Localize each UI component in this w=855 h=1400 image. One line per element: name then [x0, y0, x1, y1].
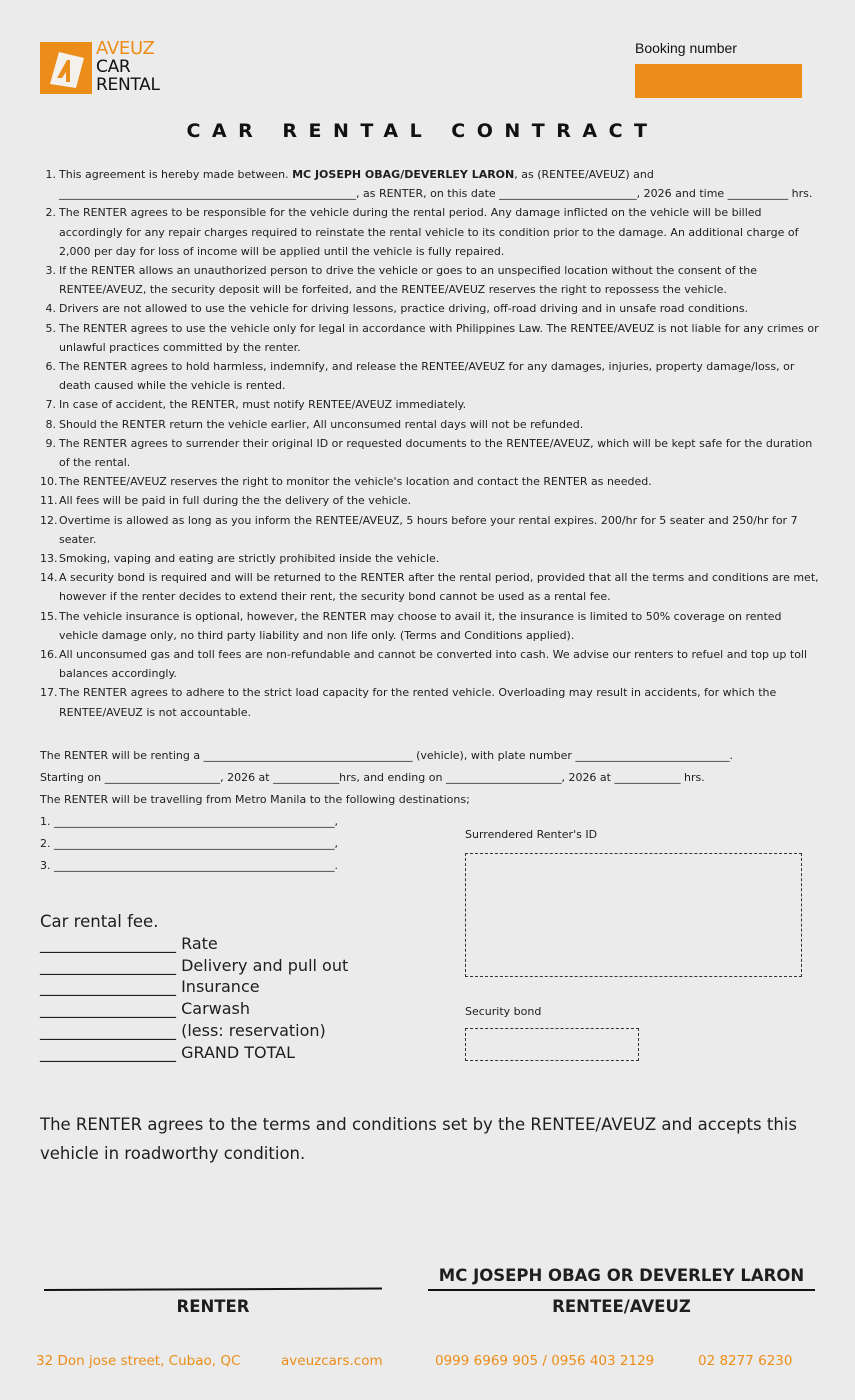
vehicle-plate-line: The RENTER will be renting a ______________________________________ (vehicle), with plate number ____________________________.: [40, 749, 733, 762]
fee-row-reservation: _________________ (less: reservation): [40, 1020, 326, 1040]
contract-clauses: [40, 165, 820, 722]
clause-item: [40, 165, 820, 203]
clause-item: [40, 568, 820, 606]
renter-signature-line[interactable]: [44, 1288, 382, 1291]
clause-number: 2.: [45, 206, 56, 220]
clause-item: [40, 683, 820, 721]
clause-text: [59, 299, 820, 318]
clause-text: [59, 395, 820, 414]
clause-text: [59, 549, 820, 568]
clause-text-main: The RENTER agrees to hold harmless, indemnify, and release the RENTEE/AVEUZ for any damages, injuries, property damage/loss, or death caused while the vehicle is rented.: [59, 360, 795, 393]
clause-text: [59, 415, 820, 434]
clause-number: 15.: [40, 609, 58, 623]
clause-text-continued: , as (RENTEE/AVEUZ) and ______________________________________________________, as RENTER, on this date _________________________, 2026 and time ___________ hrs.: [59, 168, 813, 201]
clause-text-main: Overtime is allowed as long as you inform the RENTEE/AVEUZ, 5 hours before your rental expires. 200/hr for 5 seater and 250/hr for 7 seater.: [59, 513, 798, 546]
clause-text-main: Drivers are not allowed to use the vehicle for driving lessons, practice driving, off-road driving and in unsafe road conditions.: [59, 302, 749, 316]
rental-fee-title: Car rental fee.: [40, 912, 159, 931]
fee-row-rate: _________________ Rate: [40, 934, 218, 953]
security-bond-box[interactable]: [465, 1028, 639, 1061]
clause-item: [40, 415, 820, 434]
company-logo-text: [96, 40, 160, 94]
clause-text-main: All fees will be paid in full during the the delivery of the vehicle.: [59, 494, 411, 508]
booking-number-field[interactable]: [635, 64, 802, 98]
clause-text: [59, 491, 820, 510]
footer-mobile-numbers: 0999 6969 905 / 0956 403 2129: [435, 1353, 655, 1369]
clause-text-main: The RENTER agrees to surrender their original ID or requested documents to the RENTEE/AVEUZ, which will be kept safe for the duration of the rental.: [59, 436, 813, 470]
clause-text: [59, 261, 820, 299]
clause-item: [40, 472, 820, 491]
footer-landline: 02 8277 6230: [698, 1353, 793, 1369]
rentee-signature-label: RENTEE/AVEUZ: [552, 1297, 691, 1316]
rentee-signature-line: [428, 1289, 815, 1291]
clause-number: 4.: [45, 302, 56, 316]
clause-number: 11.: [40, 494, 58, 508]
clause-item: [40, 434, 820, 472]
clause-item: [40, 491, 820, 510]
surrendered-id-label: Surrendered Renter's ID: [465, 828, 598, 841]
clause-number: 8.: [45, 417, 56, 431]
clause-text: [59, 683, 820, 721]
destination-2-line: 2. ___________________________________________________,: [40, 837, 338, 850]
clause-text: [59, 319, 820, 357]
fee-row-insurance: _________________ Insurance: [40, 977, 260, 997]
clause-text: [59, 607, 820, 645]
clause-number: 17.: [40, 686, 58, 700]
company-logo-icon: [40, 42, 92, 94]
logo-line-aveuz: AVEUZ: [96, 38, 155, 59]
clause-text: [59, 568, 820, 606]
fee-row-carwash: _________________ Carwash: [40, 999, 251, 1019]
renter-signature-label: RENTER: [176, 1297, 250, 1316]
clause-text-main: The RENTER agrees to adhere to the strict load capacity for the rented vehicle. Overloading may result in accidents, for which the RENTEE/AVEUZ is not accountable.: [59, 686, 777, 719]
clause-text: [59, 165, 820, 203]
clause-number: 7.: [45, 398, 56, 412]
clause-text-main: All unconsumed gas and toll fees are non-refundable and cannot be converted into cash. We advise our renters to refuel and top up toll balances accordingly.: [59, 648, 808, 681]
party-names: MC JOSEPH OBAG/DEVERLEY LARON: [292, 168, 515, 181]
clause-text-main: A security bond is required and will be returned to the RENTER after the rental period, provided that all the terms and conditions are met, however if the renter decides to extend their rent, the security bond cannot be used as a rental fee.: [59, 571, 819, 604]
fee-row-delivery: _________________ Delivery and pull out: [40, 955, 349, 975]
rental-dates-line: Starting on _____________________, 2026 at ____________hrs, and ending on _____________________, 2026 at ____________ hrs.: [40, 771, 705, 784]
clause-text: [59, 203, 820, 261]
rental-fee-list: [40, 933, 348, 1063]
clause-text-main: Smoking, vaping and eating are strictly prohibited inside the vehicle.: [59, 552, 440, 566]
clause-text-main: Should the RENTER return the vehicle earlier, All unconsumed rental days will not be refunded.: [59, 417, 584, 431]
clause-number: 10.: [40, 475, 58, 489]
clause-text: [59, 357, 820, 395]
destination-1-line: 1. ___________________________________________________,: [40, 815, 338, 828]
clause-item: [40, 549, 820, 568]
security-bond-label: Security bond: [465, 1005, 542, 1018]
clause-text-main: The RENTER agrees to use the vehicle only for legal in accordance with Philippines Law. The RENTEE/AVEUZ is not liable for any crimes or unlawful practices committed by the renter.: [59, 321, 819, 354]
clause-text-main: The RENTEE/AVEUZ reserves the right to monitor the vehicle's location and contact the RENTER as needed.: [59, 475, 652, 489]
clause-text: [59, 511, 820, 549]
footer-address: 32 Don jose street, Cubao, QC: [36, 1353, 241, 1369]
contract-title: CAR RENTAL CONTRACT: [186, 120, 659, 142]
logo-line-car: CAR: [96, 57, 131, 77]
clause-item: [40, 395, 820, 414]
clause-item: [40, 357, 820, 395]
clause-number: 5.: [45, 321, 56, 335]
clause-item: [40, 203, 820, 261]
clause-number: 13.: [40, 552, 58, 566]
clause-number: 14.: [40, 571, 58, 585]
rentee-name: MC JOSEPH OBAG OR DEVERLEY LARON: [438, 1266, 805, 1285]
clause-number: 1.: [45, 168, 56, 181]
destination-3-line: 3. ___________________________________________________.: [40, 859, 338, 872]
clause-item: [40, 645, 820, 683]
clause-number: 6.: [45, 360, 56, 374]
travel-destination-intro: The RENTER will be travelling from Metro Manila to the following destinations;: [40, 793, 470, 806]
clause-number: 12.: [40, 513, 58, 527]
clause-text: [59, 472, 820, 491]
clause-text-main: In case of accident, the RENTER, must notify RENTEE/AVEUZ immediately.: [59, 398, 467, 412]
clause-text-main: The RENTER agrees to be responsible for the vehicle during the rental period. Any damage inflicted on the vehicle will be billed accordingly for any repair charges required to reinstate the rental vehicle to its condition prior to the damage. An additional charge of 2,000 per day for loss of income will be applied until the vehicle is fully repaired.: [59, 206, 799, 258]
clause-number: 16.: [40, 648, 58, 662]
clause-number: 9.: [45, 436, 56, 450]
fee-row-grand-total: _________________ GRAND TOTAL: [40, 1042, 296, 1062]
clause-text-main: If the RENTER allows an unauthorized person to drive the vehicle or goes to an unspecified location without the consent of the RENTEE/AVEUZ, the security deposit will be forfeited, and the RENTEE/AVEUZ reserves the right to repossess the vehicle.: [59, 264, 758, 297]
clause-text: [59, 645, 820, 683]
surrendered-id-box[interactable]: [465, 853, 802, 977]
clause-item: [40, 299, 820, 318]
clause-item: [40, 607, 820, 645]
clause-text: [59, 434, 820, 472]
clause-number: 3.: [45, 264, 56, 278]
footer-website[interactable]: aveuzcars.com: [281, 1353, 383, 1369]
clause-item: [40, 319, 820, 357]
clause-text-main: This agreement is hereby made between.: [59, 168, 293, 181]
logo-line-rental: RENTAL: [96, 75, 160, 95]
clause-item: [40, 511, 820, 549]
agreement-statement: The RENTER agrees to the terms and conditions set by the RENTEE/AVEUZ and accepts this vehicle in roadworthy condition.: [40, 1115, 797, 1163]
clause-item: [40, 261, 820, 299]
booking-number-label: Booking number: [635, 40, 737, 56]
clause-text-main: The vehicle insurance is optional, however, the RENTER may choose to avail it, the insurance is limited to 50% coverage on rented vehicle damage only, no third party liability and non life only. (Terms and Conditions applied).: [59, 609, 782, 642]
